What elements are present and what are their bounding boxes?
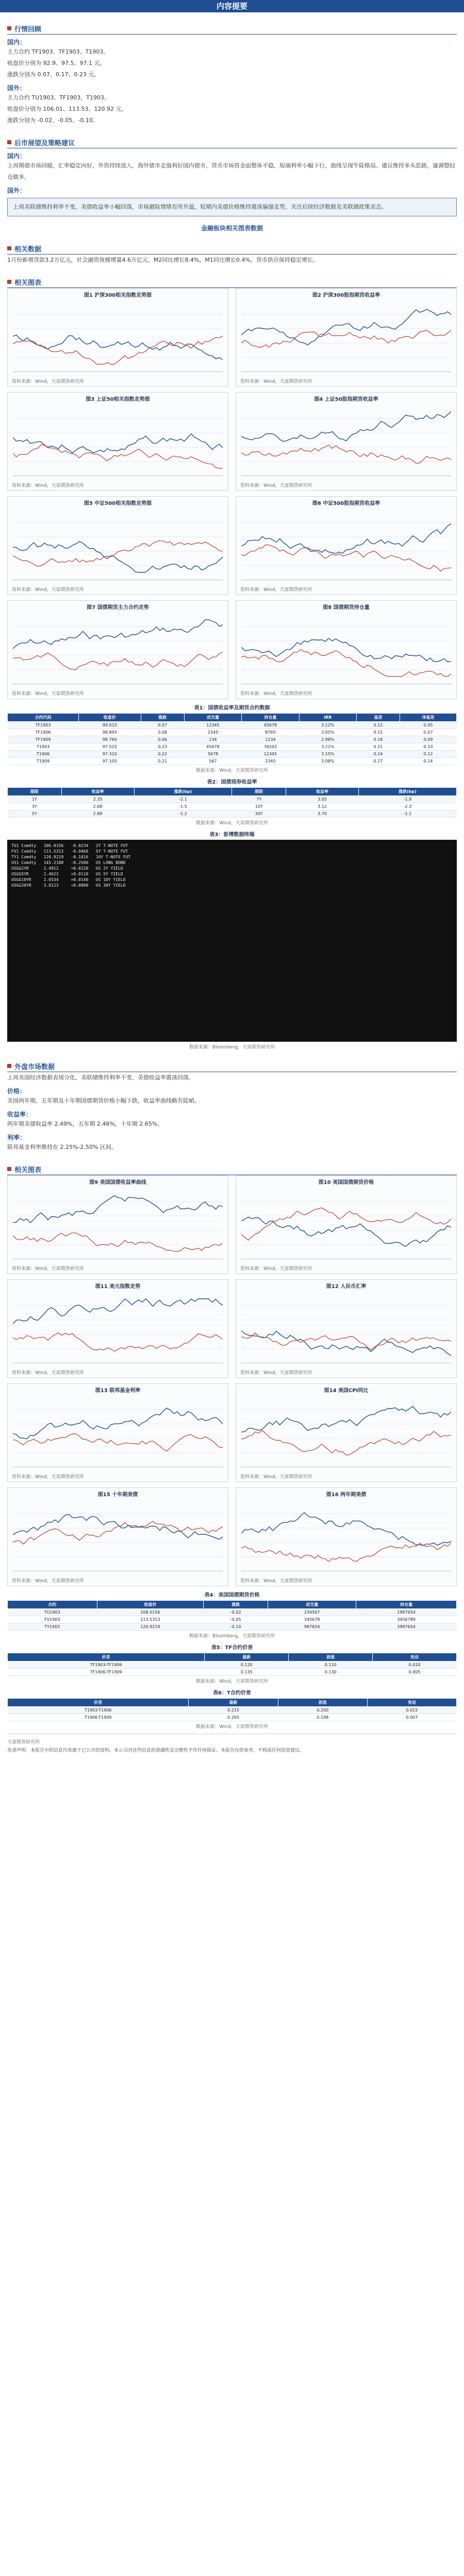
trend-chart-svg: [241, 1291, 451, 1363]
table-cell: 30Y: [232, 810, 286, 818]
table-cell: 2345: [242, 758, 299, 765]
trend-chart-svg: [13, 404, 223, 476]
series-line-2: [13, 1434, 223, 1451]
table-cell: 2.89: [61, 810, 134, 818]
chart-panel: [236, 392, 457, 491]
trend-chart-svg: [13, 1499, 223, 1571]
bond-price-table: [7, 1600, 457, 1631]
chart-source: 资料来源：Wind，天富期货研究所: [240, 1370, 312, 1376]
trend-chart-svg: [241, 300, 451, 372]
chart-source: 资料来源：Wind，天富期货研究所: [240, 691, 312, 697]
table-cell: 2345: [184, 729, 241, 736]
series-line-2: [241, 545, 451, 571]
table-cell: 0.14: [400, 758, 457, 765]
section-title: 后市展望及策略建议: [14, 139, 75, 147]
table-cell: 0.135: [205, 1669, 289, 1676]
table-cell: 113.5313: [97, 1616, 204, 1623]
table-cell: T1903-T1906: [8, 1707, 189, 1714]
table-cell: 99.015: [79, 722, 141, 729]
table-cell: 0.15: [356, 729, 400, 736]
series-line-2: [241, 1430, 451, 1455]
table-cell: TF1903: [8, 722, 79, 729]
table-cell: 234567: [268, 1609, 356, 1616]
section-foreign: [7, 1060, 457, 1730]
tf-table: [7, 1653, 457, 1676]
table-cell: 8765: [242, 729, 299, 736]
table-row: [8, 1623, 457, 1631]
table-cell: 0.005: [373, 1669, 457, 1676]
series-line-2: [13, 1233, 223, 1251]
chart-source: 资料来源：Wind，天富期货研究所: [240, 587, 312, 592]
table-cell: 0.09: [400, 736, 457, 743]
chart-panel: [7, 496, 228, 595]
column-header: 期限: [232, 788, 286, 796]
table-cell: 3.08%: [299, 758, 356, 765]
chart-title: 图2 沪深300股指期货收益率: [312, 293, 380, 298]
chart-panel: [7, 392, 228, 491]
domestic-line-3: 涨跌分别为 0.07、0.17、0.23 元。: [7, 71, 100, 78]
table-cell: 3987654: [356, 1623, 457, 1631]
chart-panel: [236, 600, 457, 699]
chart-source: 资料来源：Wind，天富期货研究所: [240, 1475, 312, 1480]
bloomberg-terminal-table: TU1 Comdty 106.0156 -0.0234 2Y T-NOTE FUT FV1 Comdty 113.5313 -0.0469 5Y T-NOTE FUT TY1 Comdty 120.9219 -0.1016 10Y T-NOTE FUT US1 Comdty 145.2188 -0.2500 US LONG BOND USGG2YR 2.4912 +0.0120 US 2Y YIELD USGG5YR 2.4623 +0.0110 US 5Y YIELD USGG10YR 2.6534 +0.0140 US 10Y YIELD USGG30YR 3.0123 +0.0090 US 30Y YIELD: [7, 840, 457, 1042]
column-header: 持仓量: [242, 714, 299, 722]
table-cell: 3.12%: [299, 722, 356, 729]
table-cell: 0.130: [289, 1669, 373, 1676]
table-cell: 98.895: [79, 729, 141, 736]
column-header: 前值: [289, 1653, 373, 1662]
table-cell: 0.27: [356, 758, 400, 765]
trend-chart-svg: [241, 612, 451, 684]
series-line-2: [13, 336, 223, 364]
table-row: [8, 1707, 457, 1714]
chart-panel: [236, 1487, 457, 1586]
table-cell: 0.110: [289, 1662, 373, 1669]
section-marker-icon: [7, 1064, 11, 1068]
table-cell: 3.15%: [299, 751, 356, 758]
trend-chart-svg: [241, 508, 451, 580]
section-marker-icon: [7, 26, 11, 30]
series-line-2: [241, 1208, 451, 1240]
table-cell: TY1903: [8, 1623, 97, 1631]
table-cell: T1909: [8, 758, 79, 765]
column-header: 价差: [8, 1699, 189, 1707]
section-marker-icon: [7, 246, 11, 250]
column-header: 收盘价: [97, 1601, 204, 1609]
table-cell: 3.12: [286, 803, 359, 810]
table-cell: 0.22: [141, 751, 184, 758]
table-cell: -2.3: [359, 803, 457, 810]
chart-title: 图9 美国国债收益率曲线: [89, 1180, 146, 1185]
section-header: [7, 1060, 457, 1072]
column-header: 最新: [205, 1653, 289, 1662]
strategy-foreign-box: 上周美联储维持利率不变，美债收益率小幅回落，市场避险情绪有所升温，短期内美债价格维持震荡偏强走势，关注后续经济数据及美联储政策表态。: [7, 198, 457, 216]
chart-source: 资料来源：Wind，天富期货研究所: [12, 1266, 84, 1272]
trend-chart-svg: [241, 404, 451, 476]
trend-chart-svg: [13, 1395, 223, 1467]
section-marker-icon: [7, 140, 11, 144]
table-cell: TF1906: [8, 729, 79, 736]
chart-title: 图6 中证500股指期货收益率: [312, 501, 380, 506]
table-row: [8, 1669, 457, 1676]
table-row: [8, 1714, 457, 1721]
section-marker-icon: [7, 1167, 11, 1171]
column-header: 成交量: [184, 714, 241, 722]
table-cell: 3Y: [8, 803, 62, 810]
table-cell: TU1903: [8, 1609, 97, 1616]
table-cell: 0.21: [141, 758, 184, 765]
table-cell: 0.007: [367, 1714, 456, 1721]
table-cell: 98.760: [79, 736, 141, 743]
chart-title: 图8 国债期货持仓量: [323, 605, 370, 611]
chart-source: 资料来源：Wind，天富期货研究所: [12, 379, 84, 384]
section-header: [7, 137, 457, 148]
column-header: 涨跌(bp): [134, 788, 232, 796]
foreign-text-3: 两年期美债收益率 2.49%，五年期 2.46%，十年期 2.65%。: [7, 1121, 163, 1127]
foreign-chart-grid: [7, 1175, 457, 1586]
strategy-domestic-text: 上周期债市场回暖，汇率稳定向好，外资持续流入，海外债市走强利好国内债市，货币市场资金面整体平稳，短端利率小幅下行，曲线呈现牛陡格局。建议维持多头思路，逢调整轻仓做多。: [7, 162, 455, 180]
series-line-1: [13, 1196, 223, 1223]
trend-chart-svg: [13, 1187, 223, 1259]
table-cell: -0.05: [204, 1616, 268, 1623]
table-cell: 106.0156: [97, 1609, 204, 1616]
trend-chart-svg: [13, 1291, 223, 1363]
section-title: 外盘市场数据: [14, 1063, 55, 1071]
table-cell: 0.07: [141, 722, 184, 729]
table-title: 表6：T合约价差: [213, 1690, 251, 1696]
table-cell: 5Y: [8, 810, 62, 818]
table-cell: 567: [184, 758, 241, 765]
chart-source: 资料来源：Wind，天富期货研究所: [12, 691, 84, 697]
section-header: [7, 23, 457, 35]
table-cell: T1906: [8, 751, 79, 758]
table-source: 数据来源：Wind，天富期货研究所: [196, 768, 268, 773]
table-cell: 0.18: [356, 736, 400, 743]
chart-title: 图1 沪深300相关指数走势图: [84, 293, 152, 298]
table-row: [8, 796, 457, 803]
yield-label: 收益率：: [7, 1111, 32, 1118]
table-cell: -1.2: [134, 810, 232, 818]
chart-panel: [7, 600, 228, 699]
table-title: 表2：国债现券收益率: [207, 779, 257, 785]
table-cell: 97.105: [79, 758, 141, 765]
series-line-2: [13, 541, 223, 567]
foreign-text-4: 联邦基金利率维持在 2.25%-2.50% 区间。: [7, 1144, 117, 1150]
table-cell: 0.12: [400, 751, 457, 758]
table-cell: 2.68: [61, 803, 134, 810]
terminal-title: 表3：彭博数据终端: [209, 832, 255, 838]
chart-panel: [236, 288, 457, 387]
series-line-2: [241, 1543, 451, 1562]
table-source: 数据来源：Wind，天富期货研究所: [196, 821, 268, 826]
table-cell: 97.310: [79, 751, 141, 758]
table-cell: 0.198: [278, 1714, 367, 1721]
column-header: 收盘价: [79, 714, 141, 722]
column-header: 最新: [189, 1699, 278, 1707]
table-cell: 234: [184, 736, 241, 743]
table-cell: -1.1: [359, 810, 457, 818]
chart-source: 资料来源：Wind，天富期货研究所: [12, 1370, 84, 1376]
table-cell: 0.07: [400, 729, 457, 736]
foreign-line-1: 主力合约 TU1903、TF1903、T1903。: [7, 94, 110, 101]
table-source: 数据来源：Wind，天富期货研究所: [196, 1679, 268, 1684]
section-title: 相关数据: [14, 245, 42, 253]
domestic-label: 国内：: [7, 39, 26, 46]
domestic-line-1: 主力合约 TF1903、TF1903、T1903。: [7, 48, 109, 55]
chart-panel: [236, 1175, 457, 1274]
table-row: [8, 722, 457, 729]
table-cell: 3.05: [286, 796, 359, 803]
table-cell: 345678: [268, 1616, 356, 1623]
t-table: [7, 1698, 457, 1721]
table-cell: TF1906-TF1909: [8, 1669, 205, 1676]
chart-title: 图10 美国国债期货价格: [318, 1180, 374, 1185]
table-cell: 2.35: [61, 796, 134, 803]
yield-table-1: [7, 713, 457, 765]
chart-panel: [236, 496, 457, 595]
table-cell: 3.05%: [299, 729, 356, 736]
table-cell: 3456789: [356, 1616, 457, 1623]
dom-data-text: 1月份新增贷款3.2万亿元，社会融资规模增量4.6万亿元，M2同比增长8.4%，M1同比增长0.4%，货币供应保持稳定增长。: [7, 257, 319, 263]
chart-title: 图16 两年期美债: [326, 1492, 367, 1498]
chart-source: 资料来源：Wind，天富期货研究所: [240, 483, 312, 488]
chart-title: 图13 联邦基金利率: [95, 1388, 141, 1394]
chart-panel: [236, 1279, 457, 1378]
chart-source: 资料来源：Wind，天富期货研究所: [12, 483, 84, 488]
terminal-source: 数据来源：Bloomberg，天富期货研究所: [189, 1045, 275, 1050]
column-header: 收益率: [61, 788, 134, 796]
chart-title: 图3 上证50相关指数走势图: [86, 397, 150, 402]
table-cell: 12345: [184, 722, 241, 729]
table-cell: 0.205: [189, 1714, 278, 1721]
foreign-label: 国外：: [7, 84, 26, 92]
chart-title: 图5 中证500相关指数走势图: [84, 501, 152, 506]
table-cell: 0.12: [356, 722, 400, 729]
table-title: 表5：TF合约价差: [211, 1645, 253, 1651]
table-cell: 1Y: [8, 796, 62, 803]
chart-panel: [7, 1383, 228, 1482]
chart-source: 资料来源：Wind，天富期货研究所: [240, 379, 312, 384]
series-line-1: [241, 638, 451, 662]
table-cell: 0.08: [141, 729, 184, 736]
page-title: 内容提要: [0, 0, 464, 12]
table-title: 表4：美国国债期货价格: [204, 1592, 260, 1598]
series-line-1: [13, 434, 223, 453]
section-title: 相关图表: [14, 1166, 42, 1174]
section-header: [7, 243, 457, 255]
table-row: [8, 736, 457, 743]
table-title: 表1：国债收益率及期货合约数据: [194, 705, 270, 711]
chart-source: 资料来源：Wind，天富期货研究所: [12, 1475, 84, 1480]
table-cell: -2.1: [134, 796, 232, 803]
chart-panel: [7, 1175, 228, 1274]
column-header: 期限: [8, 788, 62, 796]
section-header: [7, 1163, 457, 1175]
table-cell: 2.98%: [299, 736, 356, 743]
column-header: 涨跌: [141, 714, 184, 722]
table-row: [8, 1616, 457, 1623]
table-cell: 0.120: [205, 1662, 289, 1669]
table-row: [8, 1662, 457, 1669]
series-line-2: [13, 1333, 223, 1351]
table-cell: 45678: [184, 743, 241, 751]
charts-banner: 金融板块相关图表数据: [201, 225, 263, 232]
table-cell: 0.06: [141, 736, 184, 743]
table-cell: T1906-T1909: [8, 1714, 189, 1721]
series-line-2: [241, 445, 451, 464]
column-header: 合约: [8, 1601, 97, 1609]
table-cell: 7Y: [232, 796, 286, 803]
table-cell: 0.10: [400, 743, 457, 751]
series-line-1: [241, 1406, 451, 1432]
table-cell: 3.21%: [299, 743, 356, 751]
trend-chart-svg: [13, 612, 223, 684]
series-line-1: [241, 1217, 451, 1246]
table-row: [8, 743, 457, 751]
series-line-1: [13, 541, 223, 572]
section-footer: [7, 1734, 457, 1755]
table-cell: TF1909: [8, 736, 79, 743]
series-line-2: [13, 445, 223, 468]
column-header: 涨跌: [204, 1601, 268, 1609]
table-row: [8, 729, 457, 736]
table-cell: 45678: [242, 722, 299, 729]
table-cell: -1.5: [134, 803, 232, 810]
table-cell: 1987654: [356, 1609, 457, 1616]
domestic-line-2: 收盘价分别为 92.9、97.5、97.1 元。: [7, 60, 106, 66]
chart-title: 图14 美国CPI同比: [324, 1388, 369, 1394]
column-header: 持仓量: [356, 1601, 457, 1609]
domestic-label: 国内：: [7, 152, 26, 160]
column-header: 净基差: [400, 714, 457, 722]
table-cell: 120.9219: [97, 1623, 204, 1631]
rate-label: 利率：: [7, 1134, 26, 1141]
chart-panel: [236, 1383, 457, 1482]
table-cell: 10Y: [232, 803, 286, 810]
foreign-label: 国外：: [7, 187, 26, 194]
chart-source: 资料来源：Wind，天富期货研究所: [12, 1579, 84, 1584]
chart-title: 图12 人民币汇率: [326, 1284, 367, 1290]
column-header: 收益率: [286, 788, 359, 796]
yield-table-2: [7, 787, 457, 818]
section-marker-icon: [7, 280, 11, 284]
foreign-line-3: 涨跌分别为 -0.02、-0.05、-0.10。: [7, 117, 98, 124]
section-charts-domestic: [7, 224, 457, 1050]
trend-chart-svg: [13, 508, 223, 580]
series-line-1: [13, 335, 223, 360]
column-header: 变动: [373, 1653, 457, 1662]
table-source: 数据来源：Wind，天富期货研究所: [196, 1724, 268, 1730]
section-title: 行情回顾: [14, 25, 42, 33]
chart-title: 图4 上证50股指期货收益率: [314, 397, 378, 402]
table-cell: 12345: [242, 751, 299, 758]
disclaimer: 免责声明：本报告中的信息均来源于已公开的资料，本公司对这些信息的准确性及完整性不作任何保证。本报告仅供参考，不构成任何投资建议。: [7, 1748, 305, 1753]
column-header: 合约代码: [8, 714, 79, 722]
series-line-1: [241, 1513, 451, 1546]
chart-panel: [7, 288, 228, 387]
table-cell: 97.525: [79, 743, 141, 751]
chart-panel: [7, 1279, 228, 1378]
chart-title: 图15 十年期美债: [97, 1492, 138, 1498]
section-header: [7, 276, 457, 288]
chart-title: 图7 国债期货主力合约走势: [87, 605, 149, 611]
table-cell: TF1903-TF1906: [8, 1662, 205, 1669]
foreign-text-1: 上周美国经济数据表现分化，美联储维持利率不变，美债收益率震荡回落。: [7, 1074, 194, 1081]
series-line-2: [241, 330, 451, 348]
chart-source: 资料来源：Wind，天富期货研究所: [12, 587, 84, 592]
column-header: 成交量: [268, 1601, 356, 1609]
series-line-1: [241, 412, 451, 442]
table-cell: 0.200: [278, 1707, 367, 1714]
footer-title: 天富期货研究所: [7, 1740, 40, 1745]
section-title: 相关图表: [14, 279, 42, 287]
domestic-chart-grid: [7, 288, 457, 699]
series-line-1: [13, 1408, 223, 1439]
table-cell: 0.215: [189, 1707, 278, 1714]
table-cell: -0.10: [204, 1623, 268, 1631]
foreign-line-2: 收盘价分别为 106.01、113.53、120.92 元。: [7, 106, 127, 112]
table-cell: 76543: [242, 743, 299, 751]
trend-chart-svg: [241, 1499, 451, 1571]
chart-source: 资料来源：Wind，天富期货研究所: [240, 1266, 312, 1272]
table-cell: -1.8: [359, 796, 457, 803]
table-row: [8, 751, 457, 758]
price-label: 价格：: [7, 1088, 26, 1095]
column-header: 变动: [367, 1699, 456, 1707]
table-cell: 0.05: [400, 722, 457, 729]
column-header: 前值: [278, 1699, 367, 1707]
table-cell: 0.23: [141, 743, 184, 751]
column-header: 价差: [8, 1653, 205, 1662]
table-cell: FV1903: [8, 1616, 97, 1623]
table-cell: 3.70: [286, 810, 359, 818]
table-cell: 5678: [184, 751, 241, 758]
table-row: [8, 1609, 457, 1616]
foreign-text-2: 美国两年期、五年期及十年期国债期货价格小幅下跌，收益率曲线略有陡峭。: [7, 1097, 200, 1104]
table-cell: 0.21: [356, 743, 400, 751]
series-line-1: [13, 620, 223, 649]
table-cell: 0.24: [356, 751, 400, 758]
table-source: 数据来源：Bloomberg，天富期货研究所: [189, 1634, 275, 1639]
table-cell: T1903: [8, 743, 79, 751]
chart-title: 图11 美元指数走势: [95, 1284, 141, 1290]
table-cell: 1234: [242, 736, 299, 743]
trend-chart-svg: [13, 300, 223, 372]
column-header: IRR: [299, 714, 356, 722]
series-line-1: [13, 1515, 223, 1539]
series-line-1: [241, 524, 451, 554]
table-cell: 987654: [268, 1623, 356, 1631]
table-row: [8, 810, 457, 818]
trend-chart-svg: [241, 1395, 451, 1467]
chart-source: 资料来源：Wind，天富期货研究所: [240, 1579, 312, 1584]
section-market-review: [7, 23, 457, 126]
column-header: 涨跌(bp): [359, 788, 457, 796]
table-cell: -0.02: [204, 1609, 268, 1616]
table-cell: 0.010: [373, 1662, 457, 1669]
table-row: [8, 803, 457, 810]
series-line-2: [13, 652, 223, 670]
series-line-2: [241, 1333, 451, 1350]
section-strategy: [7, 137, 457, 216]
table-cell: 0.015: [367, 1707, 456, 1714]
chart-panel: [7, 1487, 228, 1586]
column-header: 基差: [356, 714, 400, 722]
table-row: [8, 758, 457, 765]
trend-chart-svg: [241, 1187, 451, 1259]
